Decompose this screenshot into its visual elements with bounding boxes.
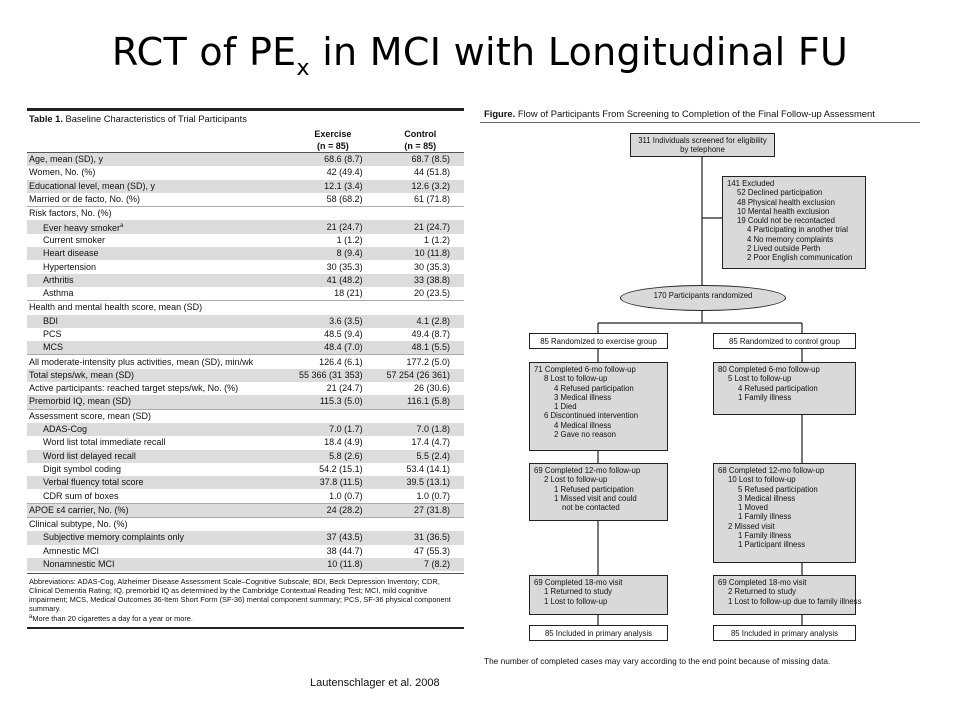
flow-line: 2 Returned to study	[728, 587, 797, 597]
figure-title: Figure. Flow of Participants From Screening to Completion of the Final Follow-up Assessment	[484, 108, 875, 119]
row-label: Active participants: reached target steps/wk, No. (%)	[29, 383, 239, 394]
control-value: 116.1 (5.8)	[377, 395, 464, 409]
control-value: 21 (24.7)	[377, 220, 464, 233]
exercise-value: 41 (48.2)	[289, 274, 376, 287]
control-value: 17.4 (4.7)	[411, 437, 450, 448]
exercise-value: 115.3 (5.0)	[289, 395, 376, 409]
footnote-abbreviations: Abbreviations: ADAS-Cog, Alzheimer Disease Assessment Scale–Cognitive Subscale; BDI, Beck Depression Inventory; CDR, Clinical Dementia Rating; IQ, premorbid IQ as determined by the Cambridge Contextual Reading Test; MCI, mild cognitive impairment; MCS, Medical Outcomes 36-Item Short Form (SF-36) mental component summary; PCS, SF-36 physical component summary.	[29, 577, 451, 614]
table-bottom-rule	[27, 627, 464, 629]
table-row	[27, 260, 464, 273]
exercise-value	[289, 409, 376, 423]
exercise-value: 7.0 (1.7)	[289, 423, 376, 436]
control-value: 1 (1.2)	[423, 234, 450, 245]
control-value: 5.5 (2.4)	[377, 450, 464, 463]
control-value: 7.0 (1.8)	[377, 423, 464, 436]
screened-box: 311 Individuals screened for eligibility by telephone	[630, 133, 775, 157]
control-value: 12.6 (3.2)	[377, 180, 464, 193]
table-row	[27, 545, 464, 558]
flow-line: 69 Completed 18-mo visit	[718, 578, 807, 587]
row-label: Women, No. (%)	[29, 167, 96, 178]
control-value: 53.4 (14.1)	[406, 463, 450, 474]
flow-line: 1 Died	[554, 402, 577, 412]
control-12mo-box	[713, 463, 856, 563]
flow-line: 71 Completed 6-mo follow-up	[534, 365, 636, 374]
table-row	[27, 355, 464, 369]
table-row	[27, 531, 464, 544]
flow-line: 69 Completed 12-mo follow-up	[534, 466, 641, 475]
flow-line: 1 Family illness	[738, 531, 792, 541]
control-final-box: 85 Included in primary analysis	[713, 625, 856, 641]
table-row	[27, 153, 464, 167]
exercise-value: 12.1 (3.4)	[289, 180, 376, 193]
row-label: Current smoker	[43, 234, 106, 245]
exercise-value: 58 (68.2)	[326, 194, 363, 205]
citation: Lautenschlager et al. 2008	[310, 677, 440, 689]
flow-line: 3 Medical illness	[738, 493, 796, 503]
exercise-value: 38 (44.7)	[326, 545, 363, 556]
row-label: Asthma	[43, 288, 74, 299]
table-row	[27, 423, 464, 436]
table-row	[27, 489, 464, 503]
row-label: Verbal fluency total score	[27, 476, 289, 489]
control-value: 177.2 (5.0)	[377, 355, 464, 369]
excluded-box	[722, 176, 866, 269]
exercise-value: 8 (9.4)	[289, 247, 376, 260]
row-label: Clinical subtype, No. (%)	[27, 518, 289, 532]
control-value: 68.7 (8.5)	[377, 153, 464, 167]
exercise-value	[289, 301, 376, 315]
figure-caption: The number of completed cases may vary according to the end point because of missing data.	[484, 656, 831, 666]
table-row	[27, 436, 464, 449]
flow-line: 10 Mental health exclusion	[737, 206, 830, 216]
control-value: 44 (51.8)	[413, 167, 450, 178]
table-row	[27, 409, 464, 423]
row-label: BDI	[27, 315, 289, 328]
flow-line: 4 Participating in another trial	[747, 225, 848, 235]
table-row	[27, 180, 464, 193]
table-row	[27, 476, 464, 489]
exercise-value: 18.4 (4.9)	[324, 437, 363, 448]
table-row	[27, 274, 464, 287]
table-row	[27, 247, 464, 260]
flow-line: 52 Declined participation	[737, 188, 823, 198]
control-value: 31 (36.5)	[377, 531, 464, 544]
row-label: PCS	[43, 329, 62, 339]
flow-line: 1 Family illness	[738, 512, 792, 522]
flow-line: 1 Participant illness	[738, 540, 806, 550]
flow-line: 1 Lost to follow-up	[544, 596, 608, 606]
table-row	[27, 382, 464, 395]
flow-line: 2 Lived outside Perth	[747, 244, 821, 254]
flow-line: 4 Medical illness	[554, 420, 612, 430]
exercise-value: 21 (24.7)	[289, 220, 376, 233]
exercise-final-box: 85 Included in primary analysis	[529, 625, 668, 641]
exercise-value	[289, 207, 376, 221]
flow-line: 4 Refused participation	[738, 383, 818, 393]
row-label: CDR sum of boxes	[43, 490, 119, 501]
control-value: 61 (71.8)	[413, 194, 450, 205]
flow-figure-panel	[480, 108, 920, 668]
flow-line: not be contacted	[562, 503, 620, 513]
col-header-exercise-n: (n = 85)	[289, 140, 376, 153]
col-header-exercise: Exercise	[314, 128, 352, 139]
flow-line: 5 Lost to follow-up	[728, 374, 792, 384]
exercise-value: 48.5 (9.4)	[324, 329, 363, 339]
exercise-value: 37 (43.5)	[289, 531, 376, 544]
flow-line: 8 Lost to follow-up	[544, 374, 608, 384]
row-label: Amnestic MCI	[43, 545, 100, 556]
table-row	[27, 450, 464, 463]
row-label: MCS	[27, 341, 289, 355]
exercise-6mo-box	[529, 362, 668, 451]
flow-line: 1 Returned to study	[544, 587, 613, 597]
control-18mo-box	[713, 575, 862, 615]
control-value: 49.4 (8.7)	[411, 329, 450, 339]
flow-line: 68 Completed 12-mo follow-up	[718, 466, 825, 475]
row-label: Age, mean (SD), y	[27, 153, 289, 167]
control-value	[377, 518, 464, 532]
exercise-value: 42 (49.4)	[326, 167, 363, 178]
row-label: Premorbid IQ, mean (SD)	[27, 395, 289, 409]
flow-line: 2 Gave no reason	[554, 430, 616, 440]
exercise-value: 54.2 (15.1)	[319, 463, 363, 474]
col-header-control-n: (n = 85)	[377, 140, 464, 153]
exercise-value: 3.6 (3.5)	[289, 315, 376, 328]
control-value: 48.1 (5.5)	[377, 341, 464, 355]
control-value: 4.1 (2.8)	[377, 315, 464, 328]
randomized-control-box: 85 Randomized to control group	[713, 333, 856, 349]
exercise-value: 5.8 (2.6)	[289, 450, 376, 463]
control-value: 47 (55.3)	[413, 545, 450, 556]
control-value	[377, 409, 464, 423]
flow-diagram	[480, 108, 920, 668]
table-body	[27, 153, 464, 572]
row-label: Assessment score, mean (SD)	[27, 409, 289, 423]
row-label: Ever heavy smoker$^a$	[27, 220, 289, 233]
exercise-12mo-box	[529, 463, 668, 521]
control-value: 39.5 (13.1)	[377, 476, 464, 489]
control-6mo-box	[713, 362, 856, 415]
flow-line: 4 No memory complaints	[747, 234, 834, 244]
table-row	[27, 463, 464, 476]
row-label: Arthritis	[27, 274, 289, 287]
table-row	[27, 518, 464, 532]
exercise-value: 37.8 (11.5)	[289, 476, 376, 489]
randomized-exercise-box: 85 Randomized to exercise group	[529, 333, 668, 349]
baseline-table-panel	[27, 108, 464, 668]
control-value: 7 (8.2)	[377, 558, 464, 571]
row-label: ADAS-Cog	[27, 423, 289, 436]
row-label: Educational level, mean (SD), y	[27, 180, 289, 193]
table-row	[27, 558, 464, 571]
row-label: Risk factors, No. (%)	[27, 207, 289, 221]
control-value	[377, 207, 464, 221]
table-footnotes	[27, 573, 464, 623]
control-value: 27 (31.8)	[377, 503, 464, 517]
control-value: 1.0 (0.7)	[416, 490, 450, 501]
row-label: Married or de facto, No. (%)	[29, 194, 141, 205]
flow-line: 1 Family illness	[738, 392, 792, 402]
flow-line: 1 Missed visit and could	[554, 493, 637, 503]
flow-line: 3 Medical illness	[554, 392, 612, 402]
exercise-value: 48.4 (7.0)	[289, 341, 376, 355]
row-label: All moderate-intensity plus activities, mean (SD), min/wk	[27, 355, 289, 369]
table-row	[27, 234, 464, 247]
exercise-value: 24 (28.2)	[289, 503, 376, 517]
table-row	[27, 315, 464, 328]
baseline-table	[27, 128, 464, 571]
flow-line: 2 Lost to follow-up	[544, 475, 608, 485]
flow-line: 1 Refused participation	[554, 484, 634, 494]
row-label: APOE ε4 carrier, No. (%)	[27, 503, 289, 517]
table-row	[27, 301, 464, 315]
flow-line: 4 Refused participation	[554, 383, 634, 393]
exercise-value: 10 (11.8)	[289, 558, 376, 571]
randomized-oval: 170 Participants randomized	[620, 285, 786, 311]
exercise-value	[289, 518, 376, 532]
table-row	[27, 207, 464, 221]
exercise-value: 30 (35.3)	[326, 261, 363, 272]
control-value: 10 (11.8)	[377, 247, 464, 260]
row-label: Total steps/wk, mean (SD)	[27, 369, 289, 382]
row-label: Word list delayed recall	[27, 450, 289, 463]
row-label: Heart disease	[27, 247, 289, 260]
table-row	[27, 166, 464, 179]
exercise-value: 1.0 (0.7)	[329, 490, 363, 501]
flow-line: 141 Excluded	[727, 179, 775, 188]
flow-line: 80 Completed 6-mo follow-up	[718, 365, 820, 374]
exercise-18mo-box	[529, 575, 668, 615]
row-label: Subjective memory complaints only	[27, 531, 289, 544]
table-row	[27, 341, 464, 355]
col-header-control: Control	[404, 128, 437, 139]
exercise-value: 18 (21)	[334, 288, 363, 299]
table-row	[27, 395, 464, 409]
control-value	[377, 301, 464, 315]
table-row	[27, 503, 464, 517]
table-top-rule	[27, 108, 464, 111]
table-row	[27, 287, 464, 301]
footnote-a: $^a$More than 20 cigarettes a day for a year or more.	[29, 614, 193, 624]
control-value: 20 (23.5)	[413, 288, 450, 299]
flow-line: 2 Missed visit	[728, 521, 775, 531]
table-row	[27, 369, 464, 382]
flow-line: 6 Discontinued intervention	[544, 411, 639, 421]
table-row	[27, 220, 464, 233]
flow-line: 19 Could not be recontacted	[737, 216, 835, 226]
slide-title: RCT of $PE_x$ in MCI with Longitudinal FU	[111, 30, 849, 81]
flow-line: 5 Refused participation	[738, 484, 818, 494]
flow-line: 1 Moved	[738, 503, 768, 513]
exercise-value: 55 366 (31 353)	[289, 369, 376, 382]
exercise-value: 126.4 (6.1)	[289, 355, 376, 369]
flow-line: 69 Completed 18-mo visit	[534, 578, 623, 587]
table-row	[27, 193, 464, 207]
row-label: Digit symbol coding	[43, 463, 122, 474]
row-label: Nonamnestic MCI	[27, 558, 289, 571]
table-title: Table 1. Baseline Characteristics of Trial Participants	[29, 114, 247, 124]
flow-line: 10 Lost to follow-up	[728, 475, 796, 485]
flow-line: 48 Physical health exclusion	[737, 197, 835, 207]
row-label: Hypertension	[43, 261, 97, 272]
flow-line: 2 Poor English communication	[747, 253, 853, 263]
exercise-value: 21 (24.7)	[326, 383, 363, 394]
control-value: 26 (30.6)	[413, 383, 450, 394]
control-value: 57 254 (26 361)	[377, 369, 464, 382]
control-value: 33 (38.8)	[377, 274, 464, 287]
table-row	[27, 328, 464, 341]
exercise-value: 1 (1.2)	[336, 234, 363, 245]
row-label: Word list total immediate recall	[43, 437, 166, 448]
flow-line: 1 Lost to follow-up due to family illness	[728, 596, 862, 606]
exercise-value: 68.6 (8.7)	[289, 153, 376, 167]
row-label: Health and mental health score, mean (SD)	[27, 301, 289, 315]
control-value: 30 (35.3)	[413, 261, 450, 272]
